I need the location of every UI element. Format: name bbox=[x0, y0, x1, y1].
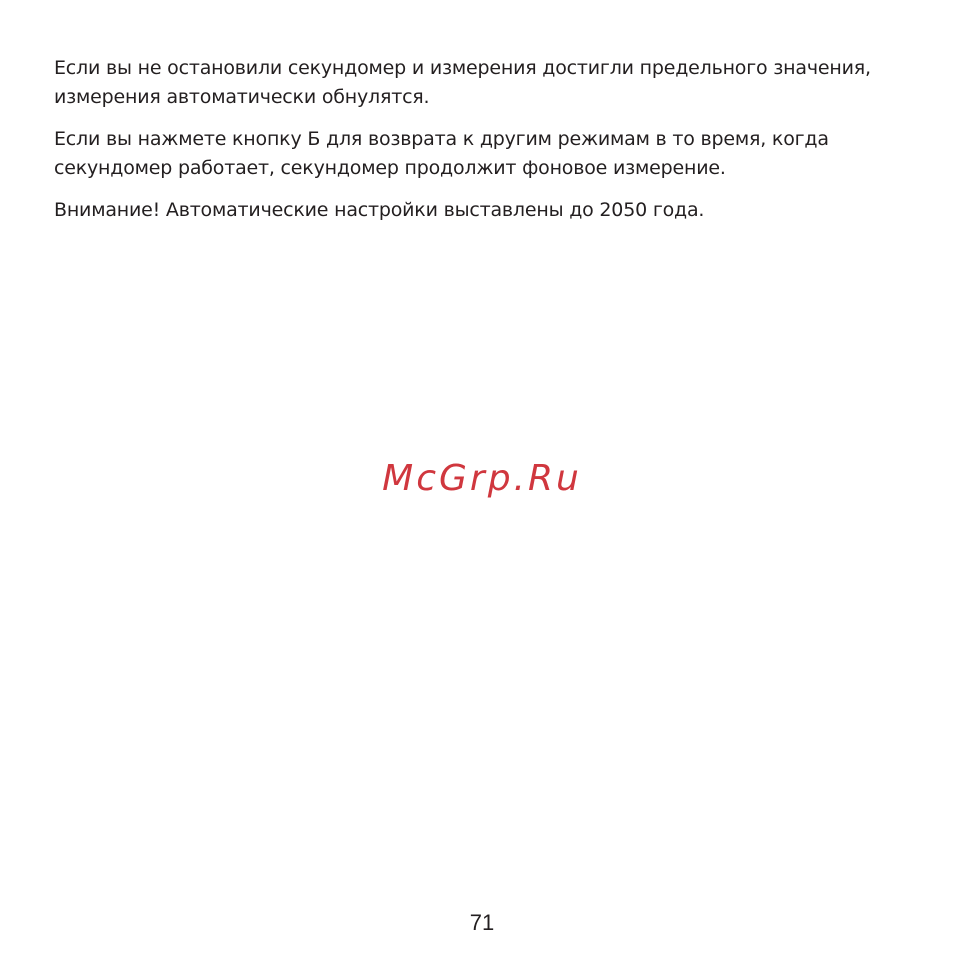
page-number: 71 bbox=[469, 910, 495, 935]
paragraph-auto-reset: Если вы не остановили секундомер и измерения достигли предельного значения, измерения автоматически обнулятся. bbox=[54, 57, 871, 108]
paragraph-attention-note: Внимание! Автоматические настройки выставлены до 2050 года. bbox=[54, 199, 705, 221]
paragraph-background-measurement: Если вы нажмете кнопку Б для возврата к другим режимам в то время, когда секундомер работает, секундомер продолжит фоновое измерение. bbox=[54, 128, 829, 179]
watermark-logo: McGrp.Ru bbox=[382, 458, 582, 499]
page-body bbox=[54, 54, 914, 238]
